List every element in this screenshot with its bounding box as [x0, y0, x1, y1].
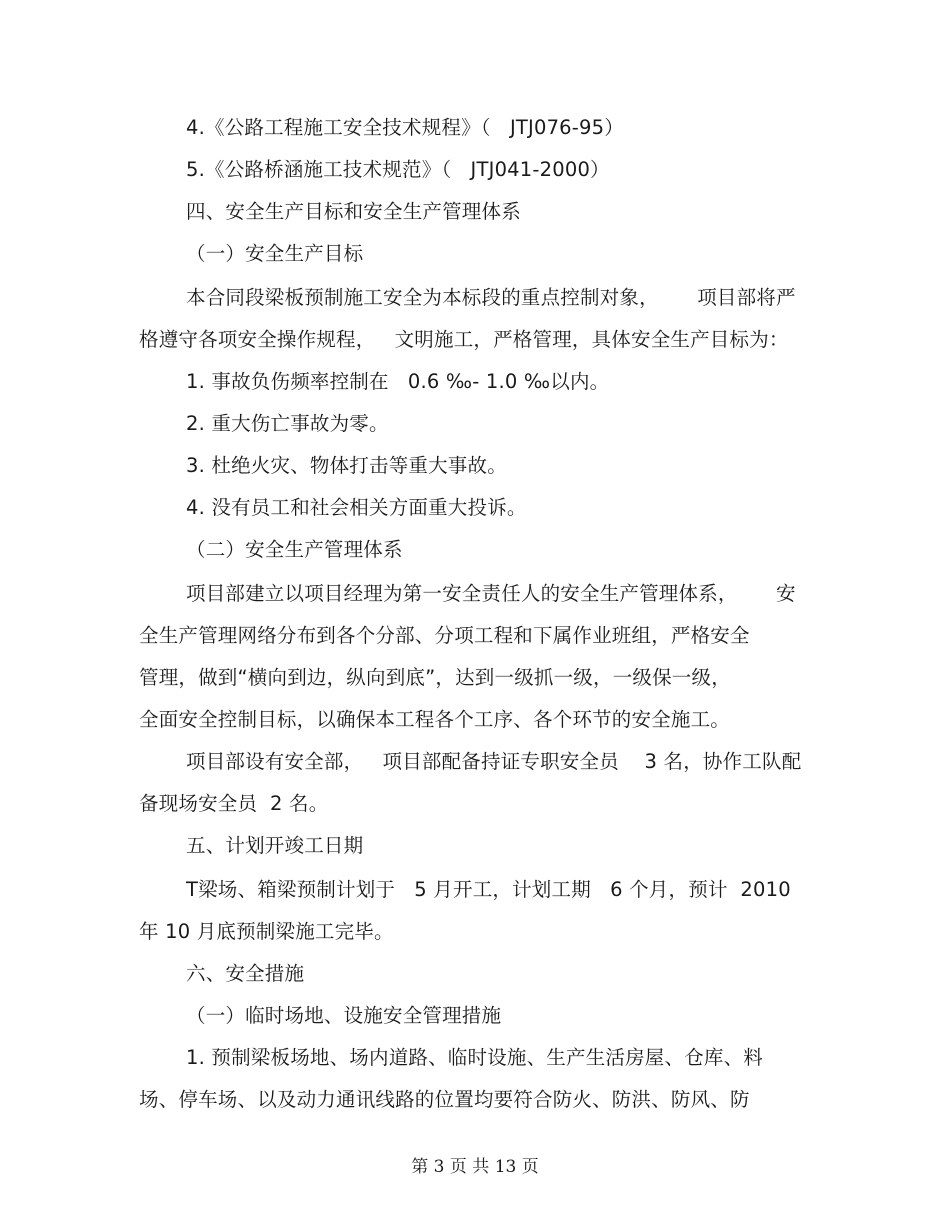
paragraph-line: 备现场安全员 2 名。 [139, 792, 329, 815]
section-heading-4: 四、安全生产目标和安全生产管理体系 [186, 200, 521, 223]
paragraph-line: 年 10 月底预制梁施工完毕。 [139, 920, 394, 943]
subsection-heading-2: （二）安全生产管理体系 [186, 538, 403, 561]
paragraph-line: 本合同段梁板预制施工安全为本标段的重点控制对象， 项目部将严 [186, 286, 796, 309]
paragraph-line: T梁场、箱梁预制计划于 5 月开工，计划工期 6 个月，预计 2010 [186, 878, 791, 901]
list-item-goal-1: 1. 事故负伤频率控制在 0.6 ‰- 1.0 ‰以内。 [186, 370, 610, 393]
list-item-reference-5: 5.《公路桥涵施工技术规范》（ JTJ041-2000） [186, 158, 610, 181]
section-heading-5: 五、计划开竣工日期 [186, 834, 364, 857]
list-item-goal-4: 4. 没有员工和社会相关方面重大投诉。 [186, 496, 527, 519]
paragraph-line: 项目部设有安全部， 项目部配备持证专职安全员 3 名，协作工队配 [186, 750, 802, 773]
section-heading-6: 六、安全措施 [186, 962, 305, 985]
paragraph-line: 项目部建立以项目经理为第一安全责任人的安全生产管理体系， 安 [186, 582, 796, 605]
list-item-measure-1: 1. 预制梁板场地、场内道路、临时设施、生产生活房屋、仓库、料 [186, 1046, 764, 1069]
paragraph-line: 格遵守各项安全操作规程， 文明施工，严格管理，具体安全生产目标为： [139, 328, 789, 351]
subsection-heading-1: （一）安全生产目标 [186, 242, 364, 265]
paragraph-line: 场、停车场、以及动力通讯线路的位置均要符合防火、防洪、防风、防 [139, 1088, 750, 1111]
paragraph-line: 全生产管理网络分布到各个分部、分项工程和下属作业班组，严格安全 [139, 624, 750, 647]
paragraph-line: 全面安全控制目标，以确保本工程各个工序、各个环节的安全施工。 [139, 708, 731, 731]
subsection-heading-1: （一）临时场地、设施安全管理措施 [186, 1004, 502, 1027]
paragraph-line: 管理，做到“横向到边，纵向到底”，达到一级抓一级，一级保一级， [139, 666, 731, 689]
page-number: 第 3 页 共 13 页 [411, 1157, 539, 1177]
list-item-goal-3: 3. 杜绝火灾、物体打击等重大事故。 [186, 454, 507, 477]
list-item-goal-2: 2. 重大伤亡事故为零。 [186, 412, 389, 435]
list-item-reference-4: 4.《公路工程施工安全技术规程》（ JTJ076-95） [186, 116, 624, 139]
